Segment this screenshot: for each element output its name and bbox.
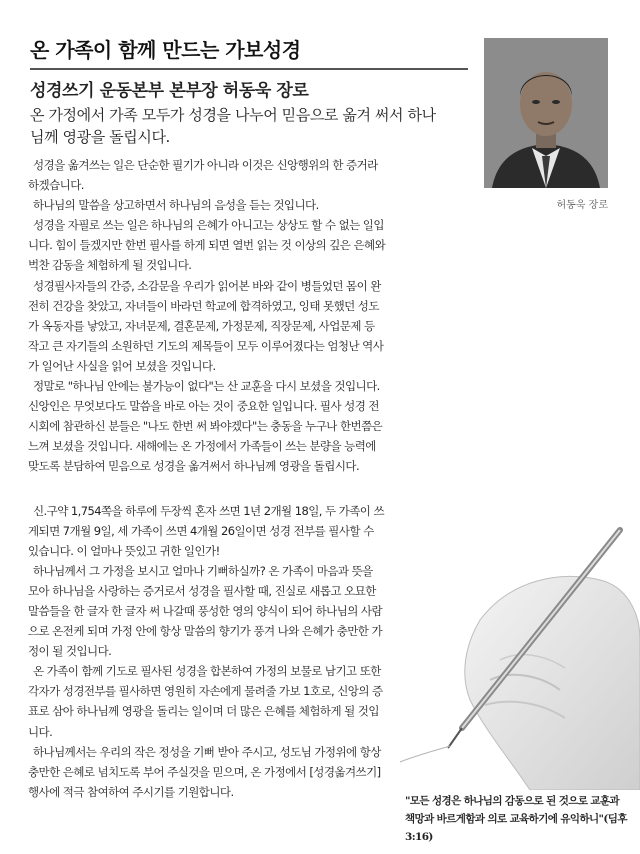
body-paragraph: 성경을 자필로 쓰는 일은 하나님의 은혜가 아니고는 상상도 할 수 없는 일입니다. 힘이 들겠지만 한번 필사를 하게 되면 열번 읽는 것 이상의 깊은 은혜와 벅찬 감동을 체험하게 될 것입니다.	[28, 218, 386, 273]
title-divider	[30, 68, 468, 70]
lead-text: 온 가정에서 가족 모두가 성경을 나누어 믿음으로 옮겨 써서 하나님께 영광을 돌립시다.	[30, 106, 436, 146]
body-paragraph: 온 가족이 함께 기도로 필사된 성경을 합본하여 가정의 보물로 남기고 또한 각자가 성경전부를 필사하면 영원히 자손에게 물려줄 가보 1호로, 신앙의 증표로 삼아 하나님께 영광을 돌리는 일이며 더 많은 은혜를 체험하게 될 것입니다.	[28, 664, 383, 739]
body-paragraph: 성경을 옮겨쓰는 일은 단순한 필기가 아니라 이것은 신앙행위의 한 증거라 하겠습니다.	[28, 158, 378, 193]
body-paragraph: 하나님의 말씀을 상고하면서 하나님의 음성을 듣는 것입니다.	[33, 198, 319, 213]
scripture-quote: "모든 성경은 하나님의 감동으로 된 것으로 교훈과 책망과 바르게함과 의로 교육하기에 유익하니"(딤후3:16)	[405, 795, 627, 843]
body-paragraph: 정말로 "하나님 안에는 불가능이 없다"는 산 교훈을 다시 보셨을 것입니다. 신앙인은 무엇보다도 말씀을 바로 아는 것이 중요한 일입니다. 필사 성경 전시회에 참관하신 분들은 "나도 한번 써 봐야겠다"는 충동을 누구나 한번쯤은 느껴 보셨을 것입니다. 새해에는 온 가정에서 가족들이 쓰는 분량을 능력에 맞도록 분담하여 믿음으로 성경을 옮겨써서 하나님께 영광을 돌립시다.	[28, 379, 383, 474]
article-body	[28, 155, 386, 802]
author-photo	[484, 38, 608, 188]
body-paragraph: 하나님께서 그 가정을 보시고 얼마나 기뻐하실까? 온 가족이 마음과 뜻을 모아 하나님을 사랑하는 증거로서 성경을 필사할 때, 진실로 새롭고 오묘한 말씀들을 한 글자 한 글자 써 나갈때 풍성한 영의 양식이 되어 하나님의 사람으로 온전케 되며 가정 안에 항상 말씀의 향기가 풍겨 나와 은혜가 충만한 가정이 될 것입니다.	[28, 563, 383, 659]
page-title: 온 가족이 함께 만드는 가보성경	[30, 38, 301, 62]
body-paragraph: 신.구약 1,754쪽을 하루에 두장씩 혼자 쓰면 1년 2개월 18일, 두 가족이 쓰게되면 7개월 9일, 세 가족이 쓰면 4개월 26일이면 성경 전부를 필사할 수 있습니다. 이 얼마나 뜻있고 귀한 일인가!	[28, 503, 385, 558]
paragraph-gap	[28, 477, 386, 501]
body-paragraph: 성경필사자들의 간증, 소감문을 우리가 읽어본 바와 같이 병들었던 몸이 완전히 건강을 찾았고, 자녀들이 바라던 학교에 합격하였고, 잉태 못했던 성도가 옥동자를 낳았고, 자녀문제, 결혼문제, 가정문제, 직장문제, 사업문제 등 작고 큰 자기들의 소원하던 기도의 제목들이 모두 이루어졌다는 엄청난 역사가 일어난 사실을 읽어 보셨을 것입니다.	[28, 278, 384, 373]
portrait-illustration	[484, 38, 608, 188]
hand-with-pen-illustration	[390, 470, 640, 790]
photo-caption: 허동욱 장로	[556, 200, 608, 211]
body-paragraph: 하나님께서는 우리의 작은 정성을 기뻐 받아 주시고, 성도님 가정위에 항상 충만한 은혜로 넘치도록 부어 주실것을 믿으며, 온 가정에서 [성경옮겨쓰기] 행사에 적극 참여하여 주시기를 기원합니다.	[28, 744, 381, 799]
author-subtitle: 성경쓰기 운동본부 본부장 허동욱 장로	[30, 81, 309, 101]
